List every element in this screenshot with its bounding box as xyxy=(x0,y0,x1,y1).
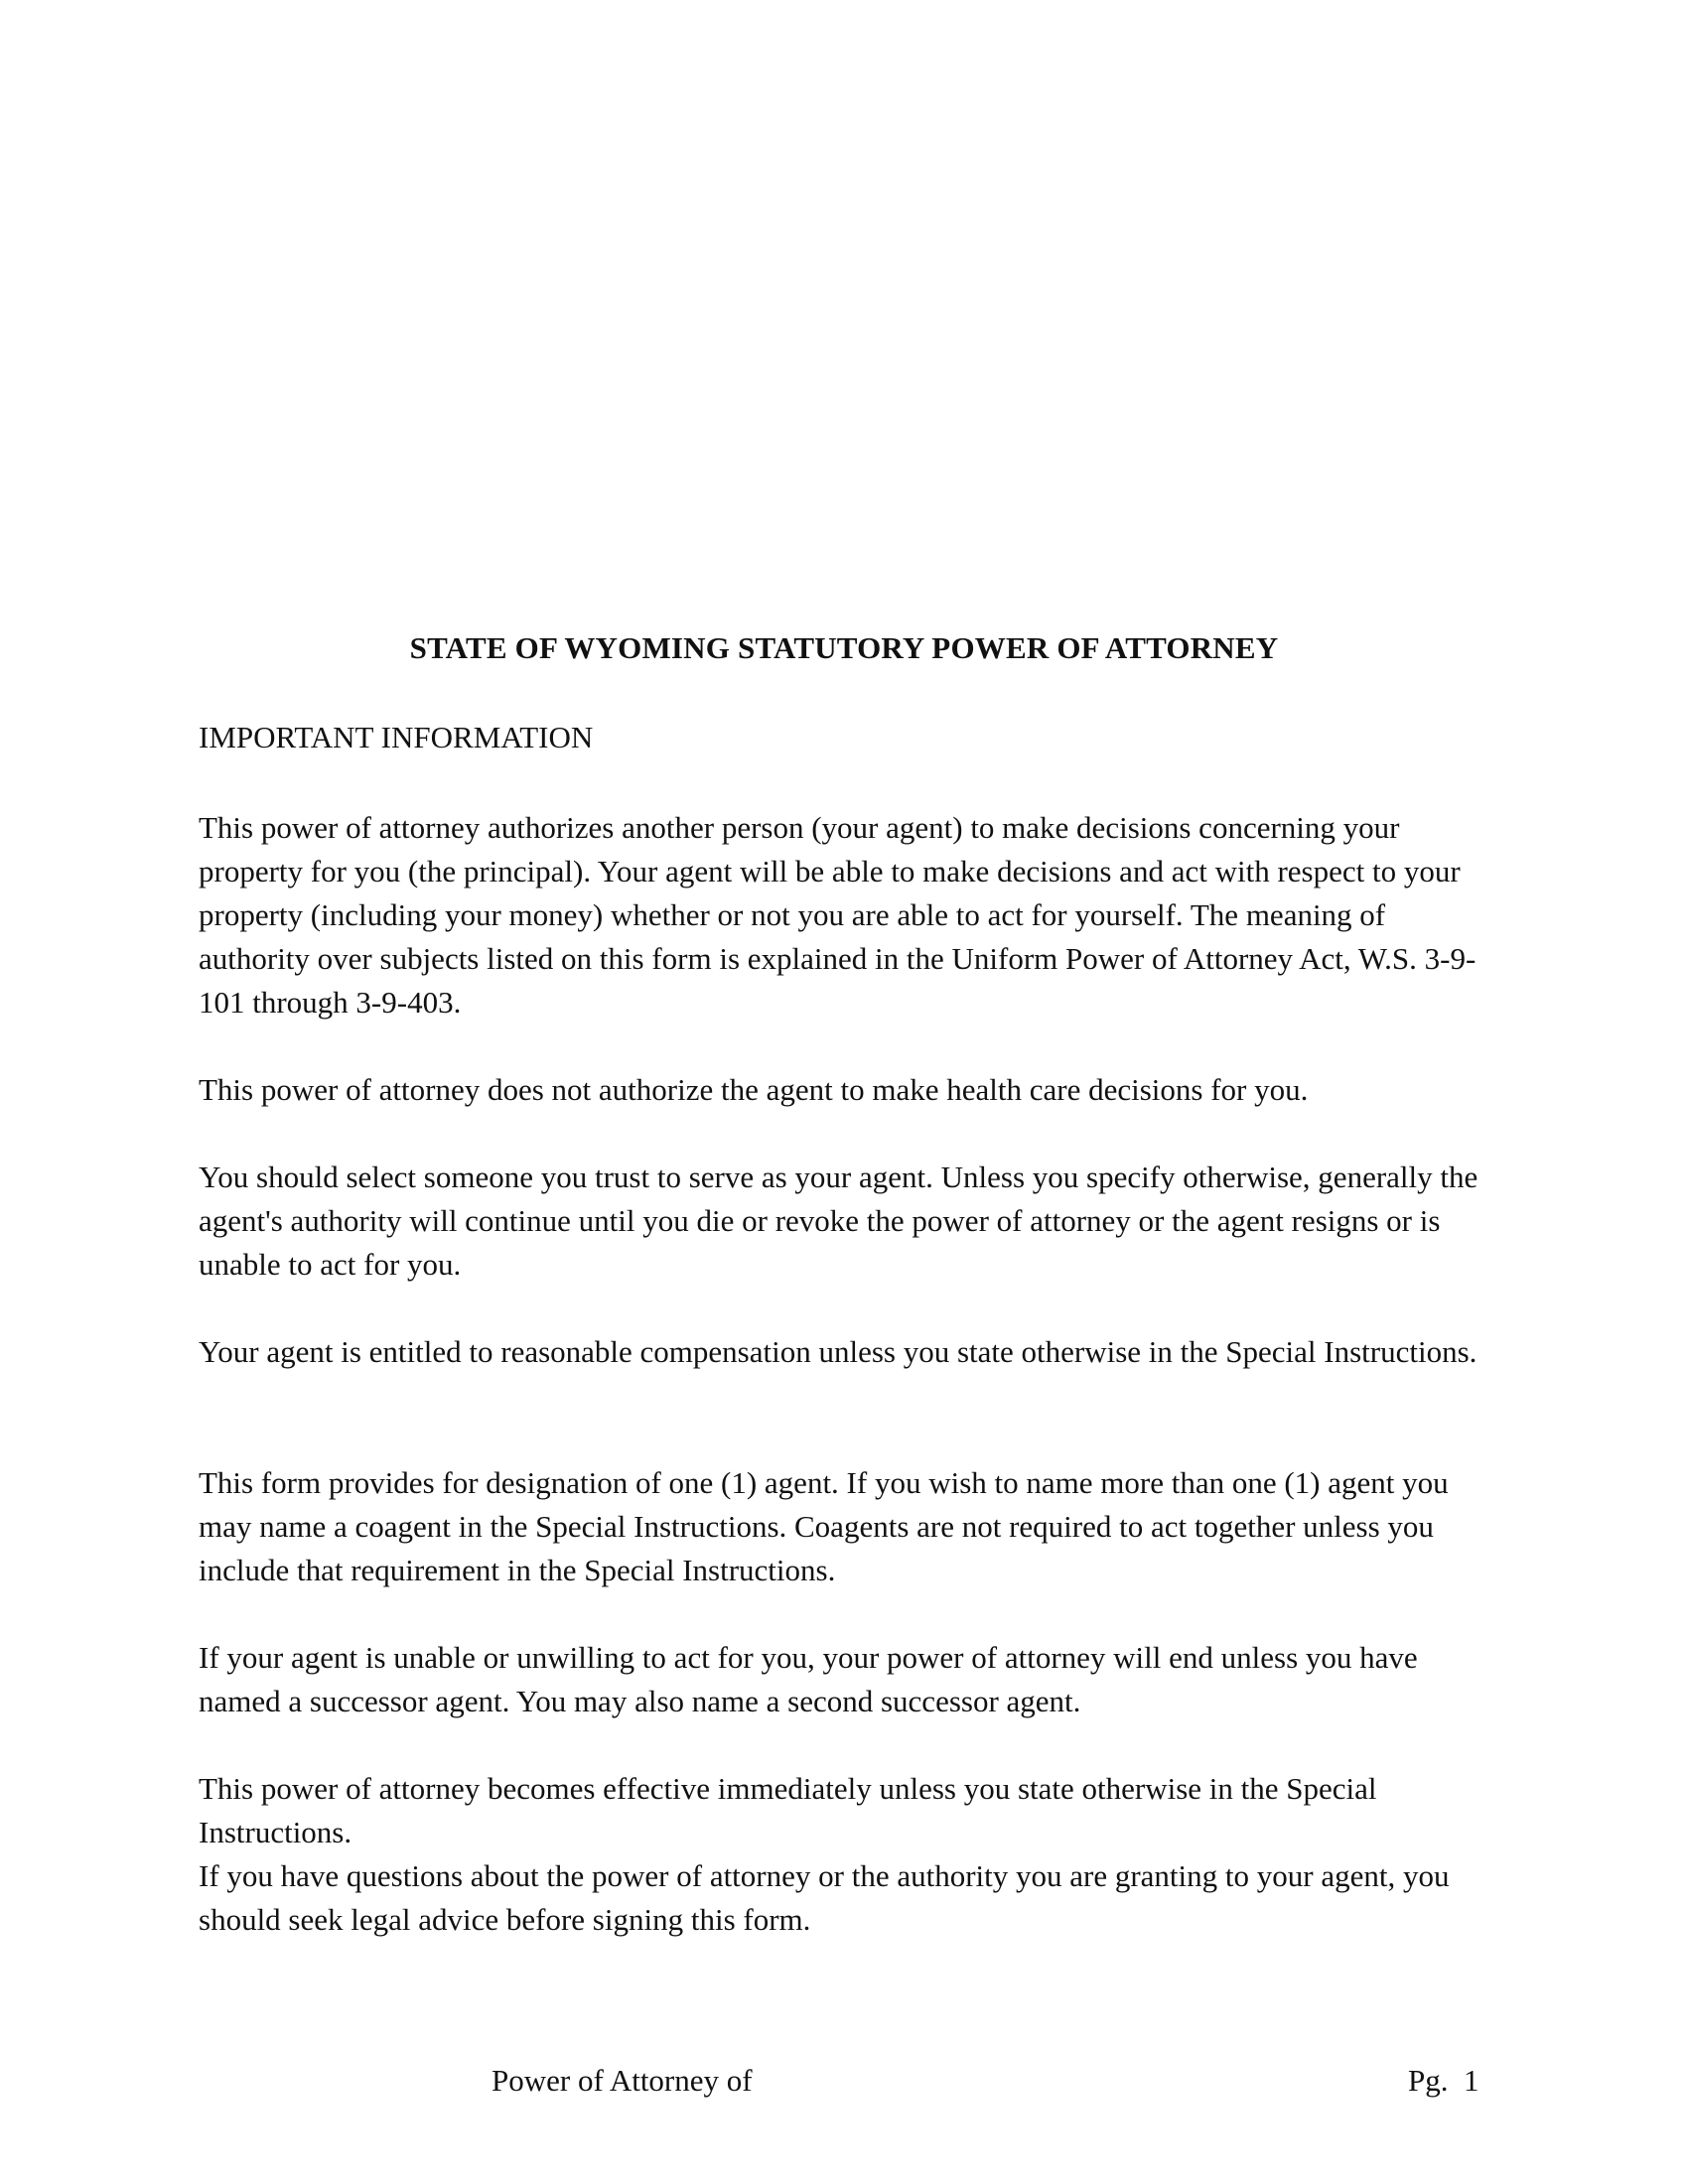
document-title: STATE OF WYOMING STATUTORY POWER OF ATTORNEY xyxy=(409,630,1279,665)
section-heading: IMPORTANT INFORMATION xyxy=(199,720,594,754)
paragraph-successor-agent: If your agent is unable or unwilling to act for you, your power of attorney will end unless you have named a successor agent. You may also name a second successor agent. xyxy=(199,1640,1418,1718)
paragraph-compensation: Your agent is entitled to reasonable compensation unless you state otherwise in the Special Instructions. xyxy=(199,1334,1477,1369)
paragraph-legal-advice: If you have questions about the power of attorney or the authority you are granting to your agent, you should seek legal advice before signing this form. xyxy=(199,1858,1450,1937)
paragraph-health-care: This power of attorney does not authorize the agent to make health care decisions for you. xyxy=(199,1072,1309,1107)
paragraph-coagent: This form provides for designation of one (1) agent. If you wish to name more than one (1) agent you may name a coagent in the Special Instructions. Coagents are not required to act together unless you include that requirement in the Special Instructions. xyxy=(199,1465,1449,1587)
paragraph-effective: This power of attorney becomes effective immediately unless you state otherwise in the Special Instructions. xyxy=(199,1771,1377,1849)
footer-document-label: Power of Attorney of xyxy=(492,2063,753,2098)
paragraph-select-agent: You should select someone you trust to serve as your agent. Unless you specify otherwise, generally the agent's authority will continue until you die or revoke the power of attorney or the agent resigns or is unable to act for you. xyxy=(199,1160,1478,1282)
paragraph-authorization: This power of attorney authorizes another person (your agent) to make decisions concerning your property for you (the principal). Your agent will be able to make decisions and act with respect to your property (including your money) whether or not you are able to act for yourself. The meaning of authority over subjects listed on this form is explained in the Uniform Power of Attorney Act, W.S. 3-9-101 through 3-9-403. xyxy=(199,810,1477,1020)
footer-page-number: Pg. 1 xyxy=(1408,2063,1479,2098)
